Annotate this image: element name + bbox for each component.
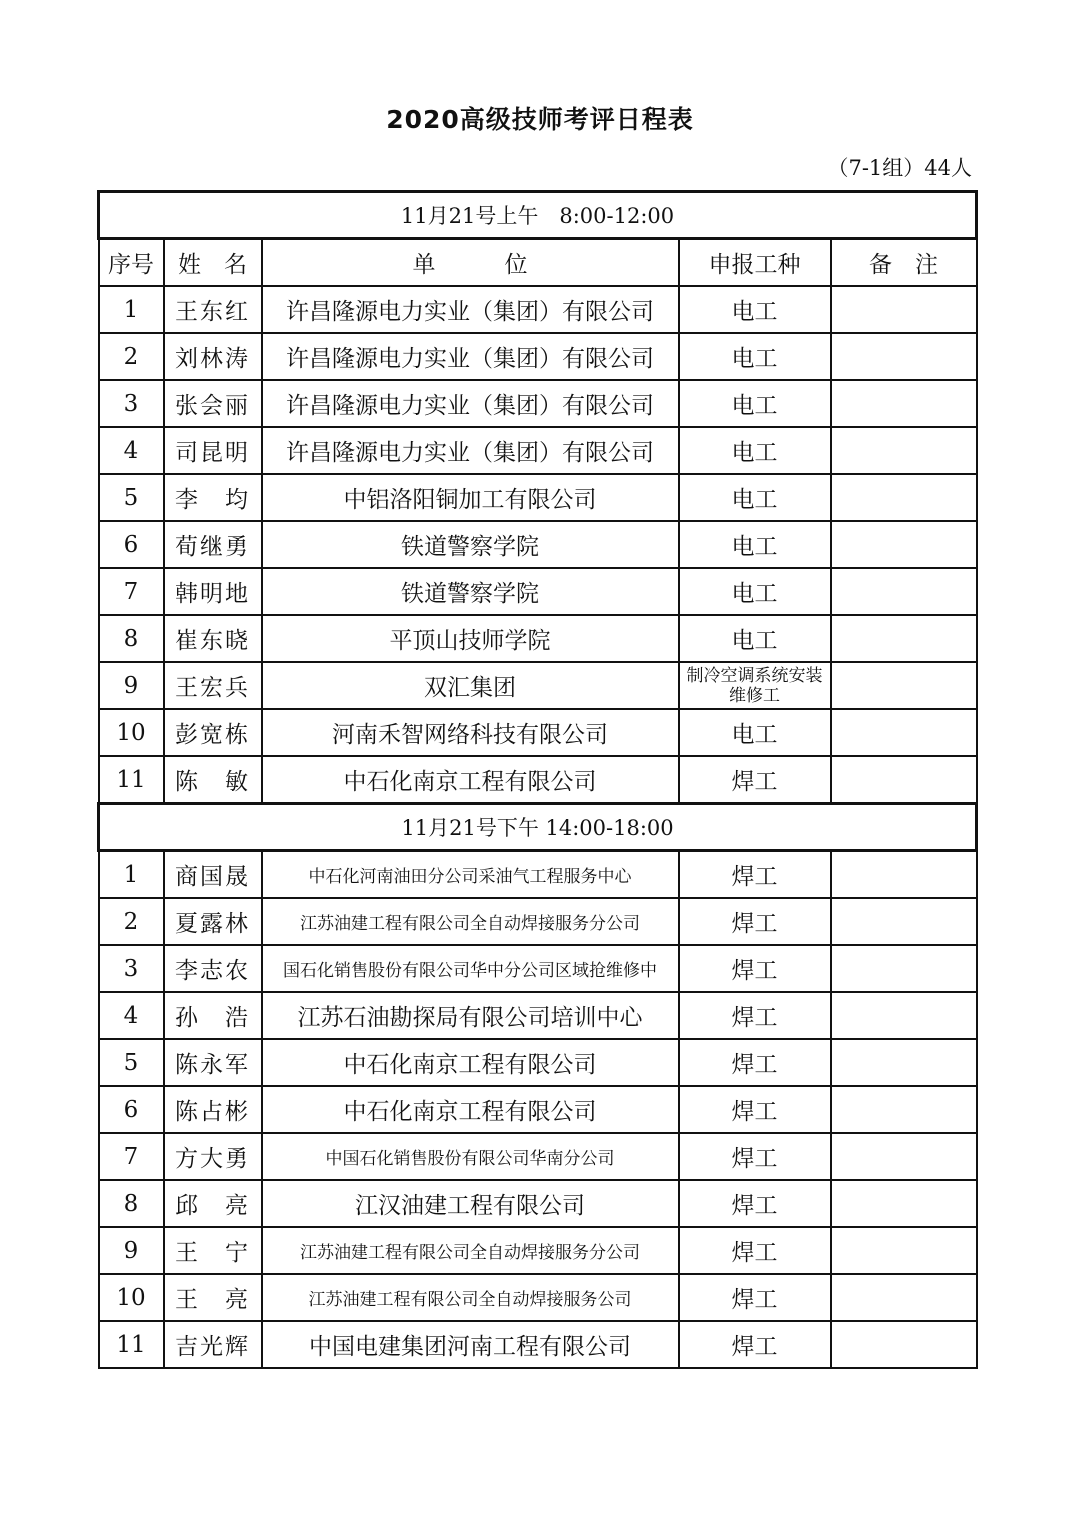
row-remark bbox=[831, 992, 977, 1039]
row-name: 王 宁 bbox=[164, 1227, 262, 1274]
row-remark bbox=[831, 427, 977, 474]
row-unit: 中铝洛阳铜加工有限公司 bbox=[262, 474, 679, 521]
row-type: 焊工 bbox=[679, 898, 831, 945]
group-note: （7-1组）44人 bbox=[827, 156, 972, 180]
row-type: 焊工 bbox=[679, 992, 831, 1039]
table-row bbox=[99, 380, 977, 427]
row-no: 11 bbox=[99, 1321, 164, 1368]
table-row bbox=[99, 851, 977, 899]
row-remark bbox=[831, 1180, 977, 1227]
row-type: 焊工 bbox=[679, 1321, 831, 1368]
header-row bbox=[99, 239, 977, 287]
header-type: 申报工种 bbox=[679, 239, 831, 287]
row-no: 6 bbox=[99, 1086, 164, 1133]
row-unit: 许昌隆源电力实业（集团）有限公司 bbox=[262, 286, 679, 333]
table-row bbox=[99, 568, 977, 615]
row-type: 焊工 bbox=[679, 756, 831, 804]
row-remark bbox=[831, 756, 977, 804]
row-no: 7 bbox=[99, 1133, 164, 1180]
row-unit: 铁道警察学院 bbox=[262, 521, 679, 568]
row-remark bbox=[831, 380, 977, 427]
table-row bbox=[99, 333, 977, 380]
row-no: 7 bbox=[99, 568, 164, 615]
row-remark bbox=[831, 851, 977, 899]
row-unit: 中石化南京工程有限公司 bbox=[262, 756, 679, 804]
table-row bbox=[99, 1180, 977, 1227]
row-remark bbox=[831, 945, 977, 992]
row-no: 9 bbox=[99, 662, 164, 709]
row-no: 3 bbox=[99, 945, 164, 992]
row-name: 李 均 bbox=[164, 474, 262, 521]
row-type: 电工 bbox=[679, 427, 831, 474]
row-name: 崔东晓 bbox=[164, 615, 262, 662]
table-row bbox=[99, 615, 977, 662]
row-no: 4 bbox=[99, 427, 164, 474]
row-unit: 江苏石油勘探局有限公司培训中心 bbox=[262, 992, 679, 1039]
row-remark bbox=[831, 521, 977, 568]
row-remark bbox=[831, 568, 977, 615]
session-row bbox=[99, 804, 977, 851]
row-remark bbox=[831, 1039, 977, 1086]
table-row bbox=[99, 474, 977, 521]
row-unit: 江苏油建工程有限公司全自动焊接服务分公司 bbox=[262, 898, 679, 945]
row-unit: 双汇集团 bbox=[262, 662, 679, 709]
session-row bbox=[99, 192, 977, 239]
row-type: 焊工 bbox=[679, 1039, 831, 1086]
row-remark bbox=[831, 1133, 977, 1180]
row-no: 2 bbox=[99, 333, 164, 380]
table-row bbox=[99, 1274, 977, 1321]
row-no: 4 bbox=[99, 992, 164, 1039]
table-row bbox=[99, 1133, 977, 1180]
row-name: 吉光辉 bbox=[164, 1321, 262, 1368]
row-remark bbox=[831, 333, 977, 380]
row-type: 电工 bbox=[679, 286, 831, 333]
session-label: 11月21号上午 8:00-12:00 bbox=[99, 192, 977, 239]
row-unit: 江苏油建工程有限公司全自动焊接服务公司 bbox=[262, 1274, 679, 1321]
row-no: 9 bbox=[99, 1227, 164, 1274]
row-no: 1 bbox=[99, 286, 164, 333]
table-row bbox=[99, 286, 977, 333]
header-no: 序号 bbox=[99, 239, 164, 287]
row-no: 3 bbox=[99, 380, 164, 427]
table-row bbox=[99, 1039, 977, 1086]
row-no: 8 bbox=[99, 1180, 164, 1227]
row-name: 方大勇 bbox=[164, 1133, 262, 1180]
row-unit: 河南禾智网络科技有限公司 bbox=[262, 709, 679, 756]
row-no: 5 bbox=[99, 474, 164, 521]
page-title: 2020高级技师考评日程表 bbox=[386, 105, 694, 134]
row-type: 焊工 bbox=[679, 1227, 831, 1274]
row-unit: 中石化河南油田分公司采油气工程服务中心 bbox=[262, 851, 679, 899]
row-unit: 国石化销售股份有限公司华中分公司区域抢维修中 bbox=[262, 945, 679, 992]
row-unit: 铁道警察学院 bbox=[262, 568, 679, 615]
row-unit: 中国石化销售股份有限公司华南分公司 bbox=[262, 1133, 679, 1180]
table-row bbox=[99, 992, 977, 1039]
row-name: 荀继勇 bbox=[164, 521, 262, 568]
row-no: 1 bbox=[99, 851, 164, 899]
row-type: 电工 bbox=[679, 521, 831, 568]
header-remark: 备 注 bbox=[831, 239, 977, 287]
row-no: 10 bbox=[99, 1274, 164, 1321]
session-label: 11月21号下午 14:00-18:00 bbox=[99, 804, 977, 851]
row-name: 张会丽 bbox=[164, 380, 262, 427]
row-remark bbox=[831, 474, 977, 521]
row-remark bbox=[831, 662, 977, 709]
row-type: 电工 bbox=[679, 474, 831, 521]
row-name: 商国晟 bbox=[164, 851, 262, 899]
row-unit: 许昌隆源电力实业（集团）有限公司 bbox=[262, 427, 679, 474]
row-type: 焊工 bbox=[679, 1274, 831, 1321]
row-type: 焊工 bbox=[679, 851, 831, 899]
table-row bbox=[99, 945, 977, 992]
header-unit: 单 位 bbox=[262, 239, 679, 287]
header-name: 姓 名 bbox=[164, 239, 262, 287]
row-unit: 许昌隆源电力实业（集团）有限公司 bbox=[262, 333, 679, 380]
row-remark bbox=[831, 615, 977, 662]
table-row bbox=[99, 1321, 977, 1368]
row-unit: 中石化南京工程有限公司 bbox=[262, 1039, 679, 1086]
row-no: 2 bbox=[99, 898, 164, 945]
table-row bbox=[99, 709, 977, 756]
table-row bbox=[99, 1086, 977, 1133]
row-name: 司昆明 bbox=[164, 427, 262, 474]
row-type: 电工 bbox=[679, 709, 831, 756]
row-type: 电工 bbox=[679, 568, 831, 615]
table-row bbox=[99, 756, 977, 804]
row-name: 陈永军 bbox=[164, 1039, 262, 1086]
row-unit: 江苏油建工程有限公司全自动焊接服务分公司 bbox=[262, 1227, 679, 1274]
row-unit: 中国电建集团河南工程有限公司 bbox=[262, 1321, 679, 1368]
row-type: 电工 bbox=[679, 333, 831, 380]
row-type: 焊工 bbox=[679, 945, 831, 992]
row-name: 邱 亮 bbox=[164, 1180, 262, 1227]
row-remark bbox=[831, 709, 977, 756]
row-remark bbox=[831, 1086, 977, 1133]
table-row bbox=[99, 521, 977, 568]
row-name: 陈 敏 bbox=[164, 756, 262, 804]
row-type: 制冷空调系统安装维修工 bbox=[679, 662, 831, 709]
row-no: 11 bbox=[99, 756, 164, 804]
row-name: 王宏兵 bbox=[164, 662, 262, 709]
row-name: 夏露林 bbox=[164, 898, 262, 945]
row-type: 焊工 bbox=[679, 1180, 831, 1227]
table-row bbox=[99, 898, 977, 945]
row-name: 韩明地 bbox=[164, 568, 262, 615]
row-type: 电工 bbox=[679, 615, 831, 662]
row-no: 5 bbox=[99, 1039, 164, 1086]
row-type: 焊工 bbox=[679, 1133, 831, 1180]
schedule-table bbox=[97, 190, 978, 1369]
row-remark bbox=[831, 1321, 977, 1368]
row-remark bbox=[831, 1227, 977, 1274]
row-no: 10 bbox=[99, 709, 164, 756]
table-row bbox=[99, 662, 977, 709]
row-unit: 许昌隆源电力实业（集团）有限公司 bbox=[262, 380, 679, 427]
row-name: 王 亮 bbox=[164, 1274, 262, 1321]
table-row bbox=[99, 1227, 977, 1274]
row-unit: 中石化南京工程有限公司 bbox=[262, 1086, 679, 1133]
row-remark bbox=[831, 898, 977, 945]
row-name: 陈占彬 bbox=[164, 1086, 262, 1133]
row-no: 8 bbox=[99, 615, 164, 662]
row-no: 6 bbox=[99, 521, 164, 568]
row-name: 王东红 bbox=[164, 286, 262, 333]
row-remark bbox=[831, 286, 977, 333]
row-name: 李志农 bbox=[164, 945, 262, 992]
table-row bbox=[99, 427, 977, 474]
row-unit: 平顶山技师学院 bbox=[262, 615, 679, 662]
row-unit: 江汉油建工程有限公司 bbox=[262, 1180, 679, 1227]
row-type: 焊工 bbox=[679, 1086, 831, 1133]
row-name: 孙 浩 bbox=[164, 992, 262, 1039]
row-remark bbox=[831, 1274, 977, 1321]
row-type: 电工 bbox=[679, 380, 831, 427]
row-name: 刘林涛 bbox=[164, 333, 262, 380]
row-name: 彭宽栋 bbox=[164, 709, 262, 756]
